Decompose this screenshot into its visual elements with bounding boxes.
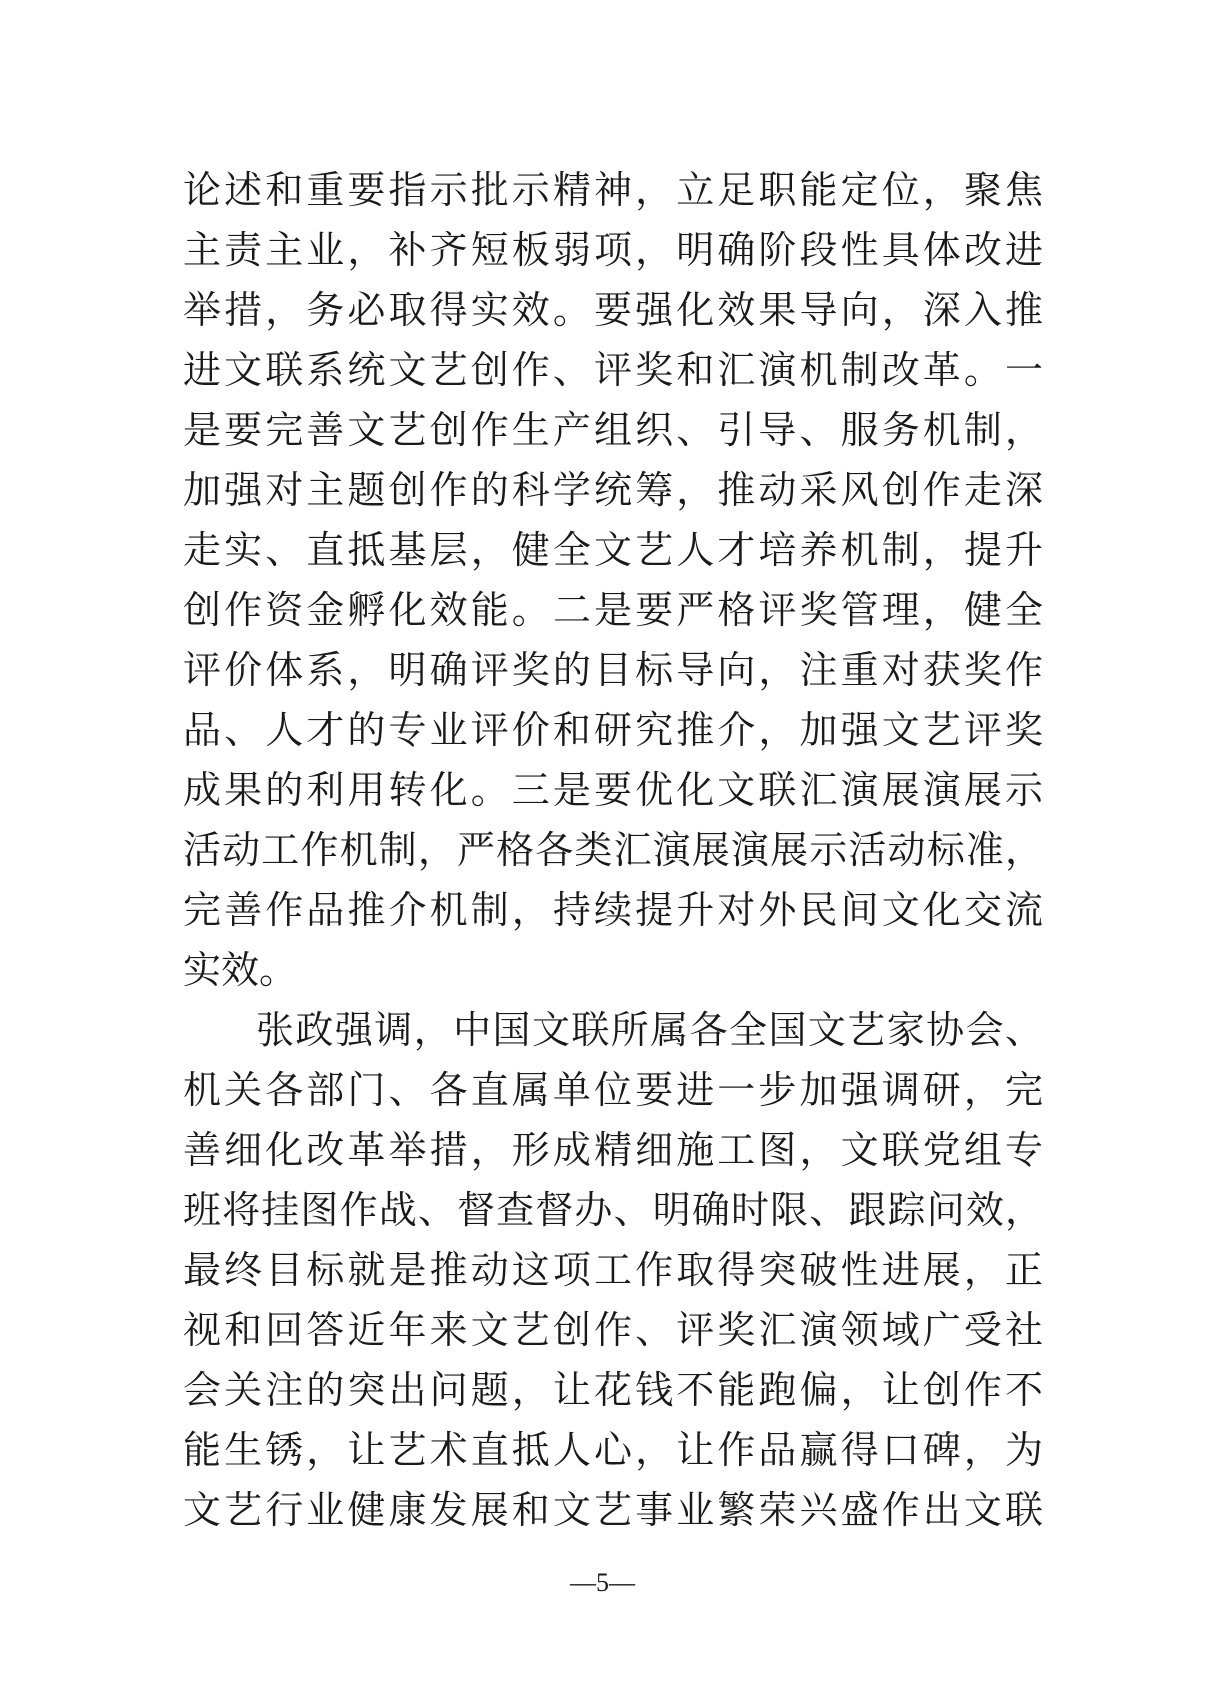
text-line: 进文联系统文艺创作、评奖和汇演机制改革。一 xyxy=(183,348,1043,392)
text-line: 评价体系，明确评奖的目标导向，注重对获奖作 xyxy=(183,648,1043,692)
text-line: 论述和重要指示批示精神，立足职能定位，聚焦 xyxy=(183,168,1043,212)
text-line: 视和回答近年来文艺创作、评奖汇演领域广受社 xyxy=(183,1308,1043,1352)
text-line: 活动工作机制，严格各类汇演展演展示活动标准， xyxy=(183,828,1043,872)
text-line: 机关各部门、各直属单位要进一步加强调研，完 xyxy=(183,1068,1043,1112)
text-line: 文艺行业健康发展和文艺事业繁荣兴盛作出文联 xyxy=(183,1488,1043,1532)
text-line: 举措，务必取得实效。要强化效果导向，深入推 xyxy=(183,288,1043,332)
text-line: 走实、直抵基层，健全文艺人才培养机制，提升 xyxy=(183,528,1043,572)
text-line: 完善作品推介机制，持续提升对外民间文化交流 xyxy=(183,888,1043,932)
text-line: 实效。 xyxy=(183,948,298,992)
text-line: 是要完善文艺创作生产组织、引导、服务机制， xyxy=(183,408,1043,452)
text-line: 品、人才的专业评价和研究推介，加强文艺评奖 xyxy=(183,708,1043,752)
text-line: 加强对主题创作的科学统筹，推动采风创作走深 xyxy=(183,468,1043,512)
text-line: 最终目标就是推动这项工作取得突破性进展，正 xyxy=(183,1248,1043,1292)
text-line: 成果的利用转化。三是要优化文联汇演展演展示 xyxy=(183,768,1043,812)
text-line: 会关注的突出问题，让花钱不能跑偏，让创作不 xyxy=(183,1368,1043,1412)
text-line: 主责主业，补齐短板弱项，明确阶段性具体改进 xyxy=(183,228,1043,272)
text-line: 创作资金孵化效能。二是要严格评奖管理，健全 xyxy=(183,588,1043,632)
page-number: —5— xyxy=(570,1568,635,1597)
text-line: 班将挂图作战、督查督办、明确时限、跟踪问效， xyxy=(183,1188,1043,1232)
text-line: 能生锈，让艺术直抵人心，让作品赢得口碑，为 xyxy=(183,1428,1043,1472)
text-line: 善细化改革举措，形成精细施工图，文联党组专 xyxy=(183,1128,1043,1172)
paragraph-start-line: 张政强调，中国文联所属各全国文艺家协会、 xyxy=(256,1008,1043,1052)
